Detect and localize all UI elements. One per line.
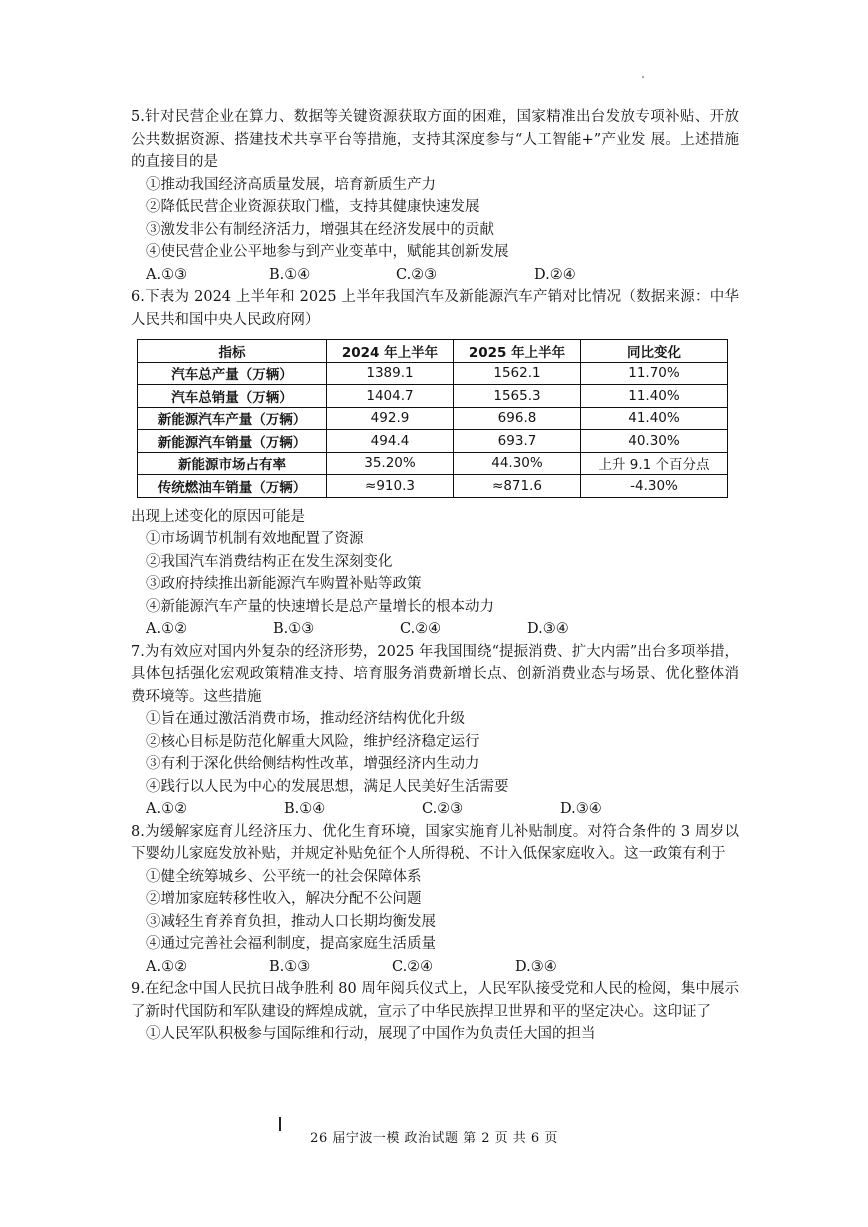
table-header: 指标	[138, 340, 327, 363]
table-header: 2024 年上半年	[327, 340, 454, 363]
question-stem: 5.针对民营企业在算力、数据等关键资源获取方面的困难，国家精准出台发放专项补贴、开放公共数据资源、搭建技术共享平台等措施，支持其深度参与“人工智能+”产业发 展。上述措施的直接目的是	[131, 109, 739, 170]
answer-a: A.①②	[146, 958, 188, 975]
option-2: ②我国汽车消费结构正在发生深刻变化	[146, 553, 393, 570]
option-4: ④新能源汽车产量的快速增长是总产量增长的根本动力	[146, 598, 494, 615]
question-stem: 7.为有效应对国内外复杂的经济形势，2025 年我国围绕“提振消费、扩大内需”出台多项举措，具体包括强化宏观政策精准支持、培育服务消费新增长点、创新消费业态与场景、优化整体消费环境等。这些措施	[131, 643, 739, 705]
question-stem: 9.在纪念中国人民抗日战争胜利 80 周年阅兵仪式上，人民军队接受党和人民的检阅，集中展示了新时代国防和军队建设的辉煌成就，宣示了中华民族捍卫世界和平的坚定决心。这印证了	[131, 981, 739, 1020]
table-cell: 汽车总产量（万辆）	[138, 362, 327, 385]
answer-d: D.②④	[534, 266, 576, 283]
table-cell: 696.8	[454, 407, 581, 430]
data-table	[137, 339, 728, 498]
question-prompt: 出现上述变化的原因可能是	[131, 508, 305, 525]
table-cell: 35.20%	[327, 452, 454, 475]
answer-d: D.③④	[560, 801, 602, 817]
option-1: ①推动我国经济高质量发展，培育新质生产力	[146, 176, 436, 193]
table-row	[138, 452, 728, 475]
answer-c: C.②④	[400, 621, 442, 637]
answer-c: C.②③	[422, 801, 464, 817]
table-cell: 新能源市场占有率	[138, 452, 327, 475]
answer-choices	[131, 956, 739, 979]
question-stem: 6.下表为 2024 上半年和 2025 上半年我国汽车及新能源汽车产销对比情况（数据来源：中华人民共和国中央人民政府网）	[131, 289, 739, 328]
option-1: ①市场调节机制有效地配置了资源	[146, 531, 364, 547]
scan-speck	[642, 76, 644, 78]
table-cell: 693.7	[454, 430, 581, 453]
table-cell: 494.4	[327, 430, 454, 453]
page-footer: 26 届宁波一模 政治试题 第 2 页 共 6 页	[310, 1131, 558, 1146]
answer-b: B.①③	[273, 621, 315, 637]
answer-choices	[131, 264, 739, 287]
option-2: ②核心目标是防范化解重大风险，维护经济稳定运行	[146, 733, 480, 750]
answer-a: A.①②	[146, 801, 188, 817]
table-cell: 492.9	[327, 407, 454, 430]
option-3: ③有利于深化供给侧结构性改革，增强经济内生动力	[146, 756, 480, 772]
option-1: ①人民军队积极参与国际维和行动，展现了中国作为负责任大国的担当	[146, 1026, 596, 1042]
question-5	[131, 106, 739, 286]
table-cell: 上升 9.1 个百分点	[581, 452, 728, 475]
table-row	[138, 407, 728, 430]
option-2: ②增加家庭转移性收入，解决分配不公问题	[146, 891, 422, 907]
table-header-row	[138, 340, 728, 363]
option-4: ④通过完善社会福利制度，提高家庭生活质量	[146, 936, 436, 952]
question-8	[131, 821, 739, 979]
answer-c: C.②④	[392, 958, 434, 975]
table-cell: ≈871.6	[454, 475, 581, 498]
answer-b: B.①④	[284, 801, 326, 817]
answer-b: B.①③	[269, 958, 311, 975]
question-9	[131, 978, 739, 1046]
question-stem: 8.为缓解家庭育儿经济压力、优化生育环境，国家实施育儿补贴制度。对符合条件的 3 周岁以下婴幼儿家庭发放补贴，并规定补贴免征个人所得税、不计入低保家庭收入。这一政策有利于	[131, 823, 739, 862]
table-cell: 传统燃油车销量（万辆）	[138, 475, 327, 498]
answer-b: B.①④	[269, 266, 311, 283]
table-cell: 41.40%	[581, 407, 728, 430]
table-header: 2025 年上半年	[454, 340, 581, 363]
option-2: ②降低民营企业资源获取门槛，支持其健康快速发展	[146, 199, 480, 215]
table-cell: 40.30%	[581, 430, 728, 453]
table-cell: 新能源汽车销量（万辆）	[138, 430, 327, 453]
option-3: ③减轻生育养育负担，推动人口长期均衡发展	[146, 913, 436, 930]
question-6	[131, 286, 739, 641]
table-row	[138, 362, 728, 385]
table-cell: 44.30%	[454, 452, 581, 475]
table-cell: 1389.1	[327, 362, 454, 385]
page-content	[131, 106, 739, 1046]
option-4: ④使民营企业公平地参与到产业变革中，赋能其创新发展	[146, 244, 509, 260]
question-7	[131, 641, 739, 821]
table-row	[138, 385, 728, 408]
option-1: ①旨在通过激活消费市场，推动经济结构优化升级	[146, 711, 465, 727]
table-cell: 11.40%	[581, 385, 728, 408]
answer-choices	[131, 618, 739, 641]
answer-a: A.①③	[146, 266, 188, 283]
option-3: ③激发非公有制经济活力，增强其在经济发展中的贡献	[146, 221, 494, 238]
answer-a: A.①②	[146, 621, 188, 637]
table-row	[138, 430, 728, 453]
table-cell: -4.30%	[581, 475, 728, 498]
answer-choices	[131, 798, 739, 821]
table-header: 同比变化	[581, 340, 728, 363]
table-cell: 1562.1	[454, 362, 581, 385]
table-cell: 1404.7	[327, 385, 454, 408]
option-1: ①健全统筹城乡、公平统一的社会保障体系	[146, 868, 422, 885]
option-4: ④践行以人民为中心的发展思想，满足人民美好生活需要	[146, 778, 509, 795]
answer-c: C.②③	[396, 266, 438, 283]
table-cell: ≈910.3	[327, 475, 454, 498]
table-cell: 1565.3	[454, 385, 581, 408]
answer-d: D.③④	[527, 621, 569, 637]
option-3: ③政府持续推出新能源汽车购置补贴等政策	[146, 576, 422, 592]
table-cell: 汽车总销量（万辆）	[138, 385, 327, 408]
table-row	[138, 475, 728, 498]
answer-d: D.③④	[515, 958, 557, 975]
table-cell: 11.70%	[581, 362, 728, 385]
table-cell: 新能源汽车产量（万辆）	[138, 407, 327, 430]
